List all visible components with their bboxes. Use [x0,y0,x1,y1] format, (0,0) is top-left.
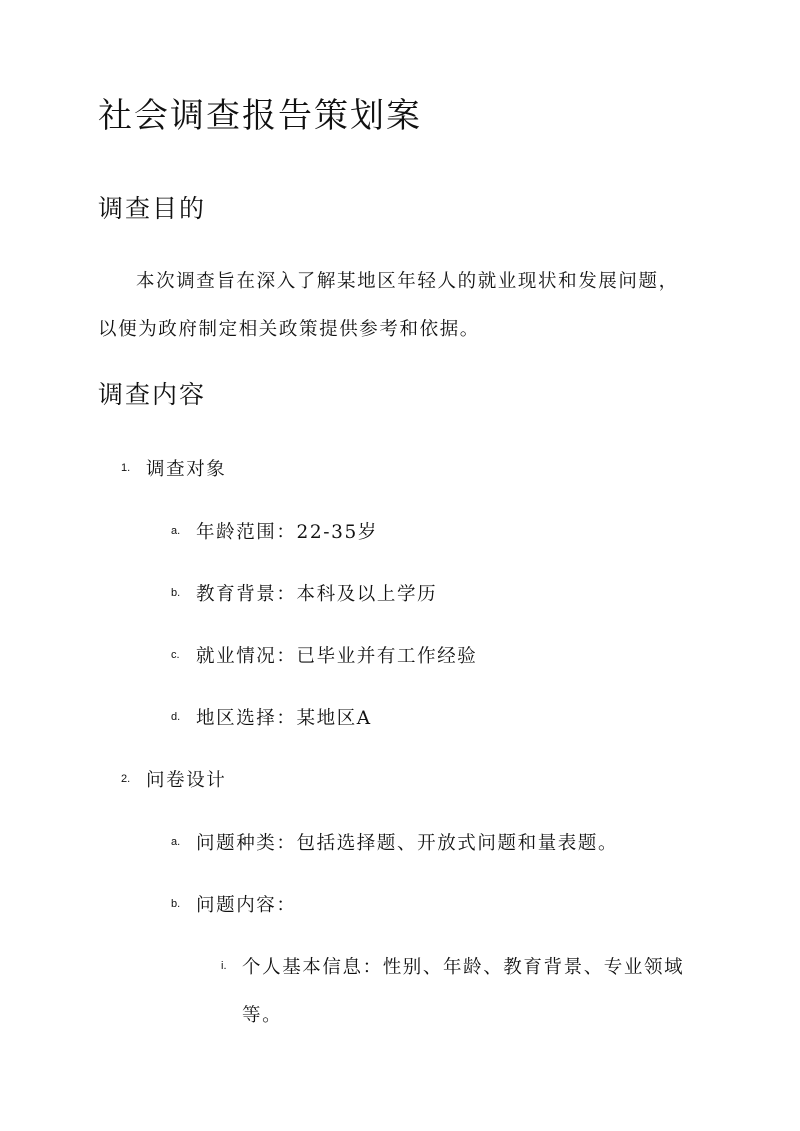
list-item-text: 问卷设计 [146,770,227,791]
list-item-text: 地区选择：某地区A [196,708,372,729]
list-marker: i. [221,960,227,973]
list-marker: a. [171,836,181,849]
list-marker: c. [171,649,180,662]
list-item-text: 教育背景：本科及以上学历 [196,584,438,605]
list-marker: b. [171,587,181,600]
list-item [121,458,227,480]
list-item [171,645,478,667]
list-item-text: 问题种类：包括选择题、开放式问题和量表题。 [196,833,619,854]
list-item-text: 调查对象 [146,459,227,480]
list-item-text: 就业情况：已毕业并有工作经验 [196,646,478,667]
list-item [171,707,372,729]
section-heading-content: 调查内容 [98,380,207,409]
list-item-text: 问题内容： [196,895,297,916]
list-item [221,956,685,978]
list-item [171,832,619,854]
list-item [171,894,297,916]
section-heading-purpose: 调查目的 [98,194,207,223]
list-item-text-continuation: 等。 [242,1005,283,1026]
list-item-text: 个人基本信息：性别、年龄、教育背景、专业领域 [242,957,685,978]
document-title: 社会调查报告策划案 [98,96,422,136]
list-marker: a. [171,525,181,538]
paragraph-line: 本次调查旨在深入了解某地区年轻人的就业现状和发展问题， [136,271,679,292]
list-item [171,583,438,605]
list-marker: 2. [121,773,131,786]
list-item [171,521,378,543]
list-item-text: 年龄范围：22-35岁 [196,522,378,543]
list-marker: d. [171,711,181,724]
list-marker: 1. [121,462,131,475]
list-item [121,769,227,791]
paragraph-line: 以便为政府制定相关政策提供参考和依据。 [98,319,480,340]
list-marker: b. [171,898,181,911]
